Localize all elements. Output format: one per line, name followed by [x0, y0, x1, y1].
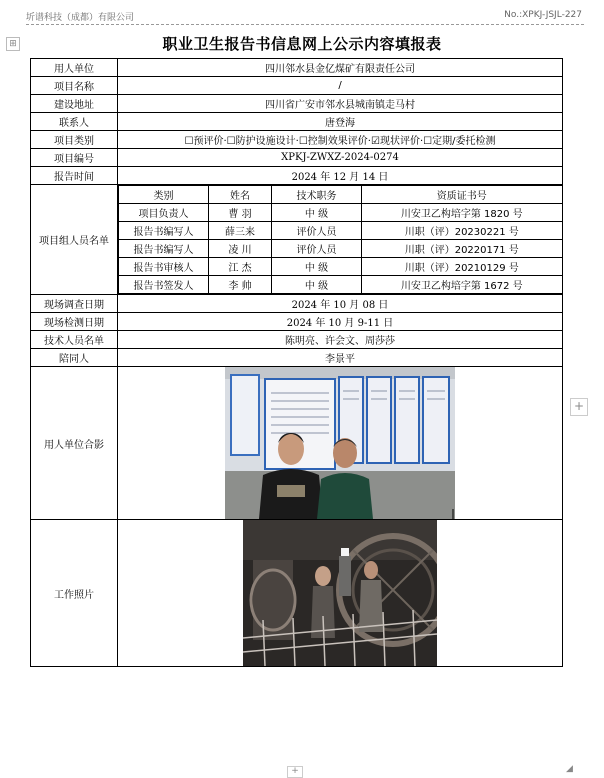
team-role[interactable]: 报告书编写人	[119, 222, 209, 240]
row-project-no	[31, 149, 563, 167]
escort-value[interactable]: 李景平	[118, 349, 563, 367]
team-name[interactable]: 曹 羽	[209, 204, 272, 222]
row-employer	[31, 59, 563, 77]
row-report-date	[31, 167, 563, 185]
header-company: 圻谱科技（成都）有限公司	[26, 13, 135, 23]
group-photo-image	[225, 367, 455, 519]
category-option-current[interactable]: ☑现状评价	[370, 136, 420, 147]
contact-value[interactable]: 唐登海	[118, 113, 563, 131]
team-table	[118, 185, 563, 294]
header-rule	[26, 24, 584, 25]
group-photo[interactable]	[225, 367, 455, 519]
team-cert[interactable]: 川职（评）20220171 号	[362, 240, 563, 258]
page-title: 职业卫生报告书信息网上公示内容填报表	[162, 35, 442, 53]
employer-value[interactable]: 四川邻水县金亿煤矿有限责任公司	[118, 59, 563, 77]
checkbox-control[interactable]: ☐	[298, 136, 308, 147]
row-survey-date	[31, 295, 563, 313]
team-cert[interactable]: 川安卫乙构培字第 1820 号	[362, 204, 563, 222]
report-date-label: 报告时间	[31, 167, 118, 185]
category-options: ☐预评价·☐防护设施设计·☐控制效果评价·☑现状评价·☐定期/委托检测	[118, 131, 563, 149]
team-name[interactable]: 薛三来	[209, 222, 272, 240]
category-option-control[interactable]: ☐控制效果评价	[298, 136, 368, 147]
info-table	[30, 58, 563, 667]
escort-label: 陪同人	[31, 349, 118, 367]
team-name[interactable]: 李 帅	[209, 276, 272, 294]
team-title[interactable]: 评价人员	[272, 222, 362, 240]
row-test-date	[31, 313, 563, 331]
survey-date-value[interactable]: 2024 年 10 月 08 日	[118, 295, 563, 313]
team-title[interactable]: 中 级	[272, 258, 362, 276]
team-cert[interactable]: 川安卫乙构培字第 1672 号	[362, 276, 563, 294]
row-address	[31, 95, 563, 113]
team-role[interactable]: 报告书审核人	[119, 258, 209, 276]
row-tech-staff	[31, 331, 563, 349]
project-no-value[interactable]: XPKJ-ZWXZ-2024-0274	[118, 149, 563, 167]
work-photo-label: 工作照片	[31, 520, 118, 667]
checkbox-current[interactable]: ☑	[370, 136, 380, 147]
work-photo[interactable]	[243, 520, 437, 666]
category-option-design[interactable]: ☐防护设施设计	[226, 136, 296, 147]
employer-label: 用人单位	[31, 59, 118, 77]
address-value[interactable]: 四川省广安市邻水县城南镇走马村	[118, 95, 563, 113]
row-contact	[31, 113, 563, 131]
row-work-photo	[31, 520, 563, 667]
table-move-handle-icon[interactable]: ⊞	[6, 37, 20, 51]
category-option-preassess[interactable]: ☐预评价	[184, 136, 224, 147]
team-row	[119, 222, 563, 240]
team-row	[119, 276, 563, 294]
team-title[interactable]: 中 级	[272, 276, 362, 294]
address-label: 建设地址	[31, 95, 118, 113]
team-label: 项目组人员名单	[31, 185, 118, 295]
row-project-name	[31, 77, 563, 95]
team-name[interactable]: 江 杰	[209, 258, 272, 276]
group-photo-cell	[118, 367, 563, 520]
header-doc-number: No.:XPKJ-JSJL-227	[504, 10, 582, 20]
team-row	[119, 258, 563, 276]
team-header-cert: 资质证书号	[362, 186, 563, 204]
team-cert[interactable]: 川职（评）20210129 号	[362, 258, 563, 276]
add-row-icon[interactable]: +	[287, 766, 303, 778]
row-category	[31, 131, 563, 149]
tech-staff-label: 技术人员名单	[31, 331, 118, 349]
team-cell	[118, 185, 563, 295]
team-row	[119, 240, 563, 258]
tech-staff-value[interactable]: 陈明亮、许会文、周莎莎	[118, 331, 563, 349]
project-no-label: 项目编号	[31, 149, 118, 167]
team-role[interactable]: 报告书编写人	[119, 240, 209, 258]
team-header-row	[119, 186, 563, 204]
test-date-value[interactable]: 2024 年 10 月 9-11 日	[118, 313, 563, 331]
contact-label: 联系人	[31, 113, 118, 131]
test-date-label: 现场检测日期	[31, 313, 118, 331]
report-date-value[interactable]: 2024 年 12 月 14 日	[118, 167, 563, 185]
project-name-value[interactable]: /	[118, 77, 563, 95]
team-row	[119, 204, 563, 222]
checkbox-preassess[interactable]: ☐	[184, 136, 194, 147]
team-header-title: 技术职务	[272, 186, 362, 204]
work-photo-image	[243, 520, 437, 666]
row-group-photo	[31, 367, 563, 520]
checkbox-periodic[interactable]: ☐	[423, 136, 433, 147]
add-column-icon[interactable]: +	[570, 398, 588, 416]
category-label: 项目类别	[31, 131, 118, 149]
team-header-name: 姓名	[209, 186, 272, 204]
team-role[interactable]: 项目负责人	[119, 204, 209, 222]
team-title[interactable]: 中 级	[272, 204, 362, 222]
row-team	[31, 185, 563, 295]
checkbox-design[interactable]: ☐	[226, 136, 236, 147]
survey-date-label: 现场调查日期	[31, 295, 118, 313]
team-role[interactable]: 报告书签发人	[119, 276, 209, 294]
team-header-role: 类别	[119, 186, 209, 204]
group-photo-label: 用人单位合影	[31, 367, 118, 520]
team-title[interactable]: 评价人员	[272, 240, 362, 258]
team-cert[interactable]: 川职（评）20230221 号	[362, 222, 563, 240]
row-escort	[31, 349, 563, 367]
project-name-label: 项目名称	[31, 77, 118, 95]
work-photo-cell	[118, 520, 563, 667]
category-option-periodic[interactable]: ☐定期/委托检测	[423, 136, 496, 147]
table-resize-icon[interactable]: ◢	[566, 764, 573, 774]
team-name[interactable]: 凌 川	[209, 240, 272, 258]
